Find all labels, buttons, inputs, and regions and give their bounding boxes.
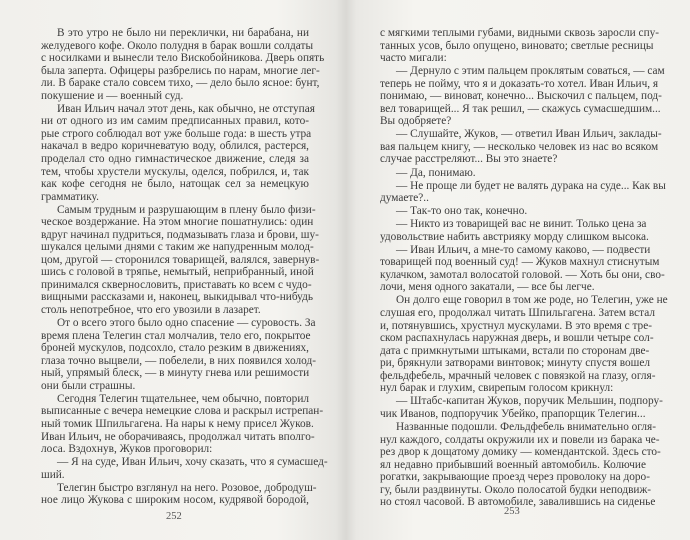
text-line: рез двор к дощатому домику — комендантской. Здесь сто- xyxy=(380,446,661,459)
text-line: рогатки, закрывающие проезд через проволоку на доро- xyxy=(380,471,650,484)
paragraph xyxy=(380,27,660,65)
text-line: они были страшны. xyxy=(41,379,136,392)
text-line: Иван Ильич начал этот день, как обычно, не отступая xyxy=(57,102,315,115)
text-line: ри, брякнули затворами винтовок; минуту спустя вошел xyxy=(380,357,650,370)
page-text xyxy=(380,27,668,509)
right-page xyxy=(346,0,690,540)
text-line: ял недавно прибывший военный автомобиль. Колючие xyxy=(380,458,646,471)
text-line: ное лицо Жукова с широким носом, кудрявой бородой, xyxy=(41,494,309,507)
text-line: чик Иванов, подпоручик Убейко, прапорщик Телегин... xyxy=(380,407,646,420)
text-line: Вы одобряете? xyxy=(380,115,452,128)
text-line: фельдфебель, мрачный человек с повязкой на глазу, огля- xyxy=(380,369,656,382)
text-line: Телегин быстро взглянул на него. Розовое, добродуш- xyxy=(57,481,317,494)
text-line: но стоял часовой. В автомобиле, завалившись на сиденье xyxy=(380,496,656,509)
text-line: теперь не пойму, что я и доказать-то хотел. Иван Ильич, я xyxy=(380,77,659,90)
text-line: вел товарищей... Я так решил, — скажусь сумасшедшим... xyxy=(380,102,661,115)
text-line: — Никто из товарищей вас не винит. Только цена за xyxy=(396,218,647,231)
page-text xyxy=(41,27,328,507)
text-line: нул барак и глухим, свирепым голосом крикнул: xyxy=(380,382,614,395)
text-line: Названные подошли. Фельдфебель внимательно огля- xyxy=(396,420,656,433)
text-line: — Слушайте, Жуков, — ответил Иван Ильич, заклады- xyxy=(396,128,662,141)
text-line: накачал в ведро коричневатую воду, облился, растерся, xyxy=(41,140,309,153)
paragraph xyxy=(41,456,328,481)
text-line: ный томик Шпильгагена. На нары к нему присел Жуков. xyxy=(41,417,314,430)
text-line: удовольствие набить австрияку морду слишком высока. xyxy=(380,230,649,243)
text-line: шись с головой в тряпье, немытый, неприбранный, иной xyxy=(41,266,314,279)
paragraph xyxy=(380,205,646,218)
text-line: слушая его, продолжал читать Шпильгагена. Затем встал xyxy=(380,307,655,320)
paragraph xyxy=(380,179,666,205)
page-number: 253 xyxy=(504,506,520,517)
text-line: лочи, меня одного закатали, — все бы легче. xyxy=(380,281,595,294)
text-line: цом, другой — сторонился товарищей, валялся, завернув- xyxy=(41,253,320,266)
text-line: думаете?.. xyxy=(380,192,429,205)
text-line: Самым трудным и разрушающим в плену было физи- xyxy=(57,203,316,216)
text-line: с мягкими теплыми губами, видными сквозь заросли спу- xyxy=(380,27,660,39)
text-line: вая пальцем книгу, — несколько человек из нас во всяком xyxy=(380,140,659,153)
text-line: ческое воздержание. На этом многие пошатнулись: один xyxy=(41,216,314,229)
paragraph xyxy=(380,128,662,166)
text-line: часто мигали: xyxy=(380,52,447,65)
text-line: — Так-то оно так, конечно. xyxy=(396,205,528,218)
text-line: грамматику. xyxy=(41,190,99,203)
text-line: время плена Телегин стал молчалив, тело его, покрытое xyxy=(41,329,311,342)
paragraph xyxy=(41,481,317,507)
paragraph xyxy=(41,27,325,102)
text-line: Он долго еще говорил в том же роде, но Телегин, уже не xyxy=(396,294,668,307)
paragraph xyxy=(41,317,316,392)
paragraph xyxy=(41,102,315,203)
text-line: ный, упрямый блеск, — в минуту гнева или решимости xyxy=(41,367,310,380)
text-line: ший. xyxy=(41,468,65,481)
paragraph xyxy=(41,203,320,317)
text-line: вищными рассказами и, наконец, выкидывал что-нибудь xyxy=(41,291,314,304)
text-line: покушение и — военный суд. xyxy=(41,89,184,102)
page-number: 252 xyxy=(166,511,182,522)
text-line: рые строго соблюдал вот уже больше года: в шесть утра xyxy=(41,127,312,140)
text-line: дата с примкнутыми штыками, встали по сторонам две- xyxy=(380,344,650,357)
text-line: — Иван Ильич, а мне-то самому каково, — подвести xyxy=(396,243,651,256)
paragraph xyxy=(380,65,665,128)
text-line: принимался сквернословить, приставать ко всем с чудо- xyxy=(41,278,312,291)
text-line: броней мускулов, подсохло, стало резким в движениях, xyxy=(41,342,309,355)
text-line: с носилками и вынесли тело Вискобойникова. Дверь опять xyxy=(41,52,325,65)
text-line: Иван Ильич, не оборачиваясь, продолжал читать вполго- xyxy=(41,430,315,443)
text-line: как кофе сегодня не было, натощак сел за немецкую xyxy=(41,178,309,191)
text-line: понимаю, — виноват, конечно... Выскочил с пальцем, под- xyxy=(380,90,662,103)
text-line: ском распахнулась наружная дверь, и вошли четыре сол- xyxy=(380,332,654,345)
text-line: Сегодня Телегин тщательнее, чем обычно, повторил xyxy=(57,392,309,405)
text-line: ли. В бараке стало совсем тихо, — дело было ясное: бунт, xyxy=(41,77,320,90)
text-line: — Да, понимаю. xyxy=(396,166,476,179)
paragraph xyxy=(380,243,665,294)
text-line: и, потянувшись, хрустнул мускулами. В это время с тре- xyxy=(380,319,652,332)
text-line: лоса. Вздохнув, Жуков проговорил: xyxy=(41,443,213,456)
paragraph xyxy=(380,420,661,509)
text-line: танных усов, было опущено, виновато; светлые ресницы xyxy=(380,39,654,52)
text-line: нул каждого, солдаты окружили их и повели из барака че- xyxy=(380,433,660,446)
text-line: ни от одного из им самим предписанных правил, кото- xyxy=(41,115,309,128)
text-line: столь непотребное, что его увозили в лазарет. xyxy=(41,304,261,317)
paragraph xyxy=(380,395,663,420)
paragraph xyxy=(380,167,646,180)
text-line: выписанные с вечера немецкие слова и раскрыл истрепан- xyxy=(41,405,324,418)
text-line: глаза точно выцвели, — побелели, в них появился холод- xyxy=(41,354,316,367)
paragraph xyxy=(380,294,668,395)
paragraph xyxy=(380,218,649,243)
text-line: шукался целыми днями с таким же напудренным молод- xyxy=(41,241,314,254)
paragraph xyxy=(41,392,324,456)
text-line: — Не проще ли будет не валять дурака на суде... Как вы xyxy=(396,179,666,192)
text-line: проделал сто одно гимнастическое движение, следя за xyxy=(41,152,309,165)
text-line: От о всего этого было одно спасение — суровость. За xyxy=(57,317,316,330)
text-line: кулачком, замотал волосатой головой. — Хоть бы они, сво- xyxy=(380,268,665,281)
text-line: — Штабс-капитан Жуков, поручик Мельшин, подпору- xyxy=(396,395,663,408)
text-line: — Я на суде, Иван Ильич, хочу сказать, что я сумасшед- xyxy=(57,456,328,469)
text-line: желудевого кофе. Около полудня в барак вошли солдаты xyxy=(41,39,314,52)
text-line: В это утро не было ни переклички, ни барабана, ни xyxy=(57,27,309,39)
text-line: товарищей под военный суд! — Жуков махнул стиснутым xyxy=(380,256,660,269)
text-line: — Дернуло с этим пальцем проклятым соваться, — сам xyxy=(396,65,665,78)
text-line: была заперта. Офицеры разбрелись по нарам, многие лег- xyxy=(41,64,320,77)
text-line: тем, чтобы хрустели мускулы, оделся, побрился, и, так xyxy=(41,165,309,178)
text-line: вдруг начинал пудриться, подмазывать глаза и брови, шу- xyxy=(41,228,319,241)
text-line: гу, были раздвинуты. Около полосатой будки неподвиж- xyxy=(380,483,652,496)
text-line: случае расстреляют... Вы это знаете? xyxy=(380,153,558,166)
